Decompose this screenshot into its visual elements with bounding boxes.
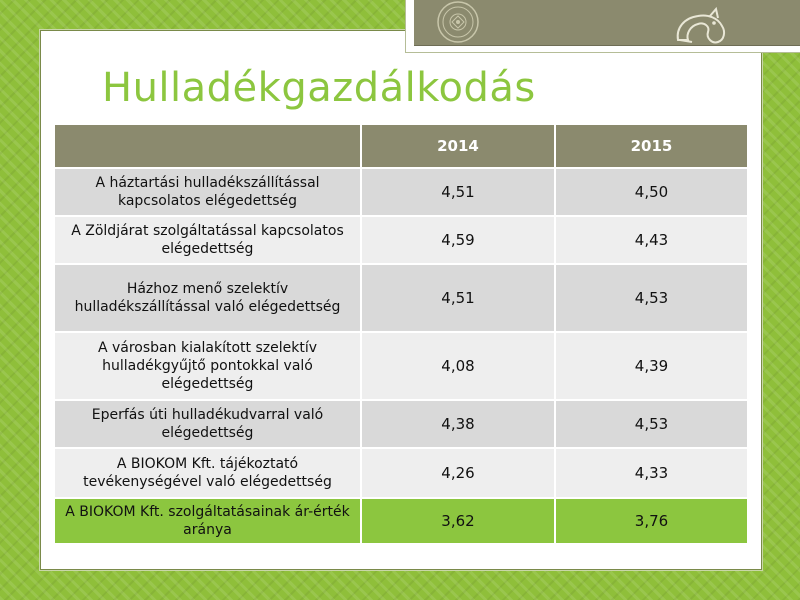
value-2014: 4,38 — [361, 400, 555, 448]
value-2015: 4,53 — [555, 400, 747, 448]
header-year-2015: 2015 — [555, 125, 747, 168]
banner-bar — [414, 0, 800, 46]
row-label: A BIOKOM Kft. tájékoztató tevékenységével való elégedettség — [55, 448, 361, 498]
row-label: Eperfás úti hulladékudvarral való elégedettség — [55, 400, 361, 448]
value-2015: 4,33 — [555, 448, 747, 498]
row-label: A Zöldjárat szolgáltatással kapcsolatos elégedettség — [55, 216, 361, 264]
table-row — [55, 168, 747, 216]
table-row — [55, 332, 747, 400]
table-row — [55, 448, 747, 498]
animal-logo-icon — [666, 6, 736, 46]
value-2015: 3,76 — [555, 498, 747, 544]
slide-title: Hulladékgazdálkodás — [102, 65, 536, 111]
header-banner — [405, 0, 800, 53]
row-label: Házhoz menő szelektív hulladékszállítással való elégedettség — [55, 264, 361, 332]
table-header-row — [55, 125, 747, 168]
table-row — [55, 216, 747, 264]
university-seal-icon — [436, 0, 480, 44]
header-year-2014: 2014 — [361, 125, 555, 168]
value-2014: 4,26 — [361, 448, 555, 498]
table-row-highlighted — [55, 498, 747, 544]
row-label: A háztartási hulladékszállítással kapcsolatos elégedettség — [55, 168, 361, 216]
value-2014: 3,62 — [361, 498, 555, 544]
row-label: A városban kialakított szelektív hulladékgyűjtő pontokkal való elégedettség — [55, 332, 361, 400]
value-2015: 4,50 — [555, 168, 747, 216]
value-2015: 4,53 — [555, 264, 747, 332]
header-label-cell — [55, 125, 361, 168]
value-2014: 4,08 — [361, 332, 555, 400]
table-row — [55, 400, 747, 448]
row-label: A BIOKOM Kft. szolgáltatásainak ár-érték aránya — [55, 498, 361, 544]
satisfaction-table — [55, 125, 747, 545]
value-2015: 4,39 — [555, 332, 747, 400]
value-2014: 4,51 — [361, 168, 555, 216]
value-2014: 4,51 — [361, 264, 555, 332]
value-2014: 4,59 — [361, 216, 555, 264]
value-2015: 4,43 — [555, 216, 747, 264]
table-row — [55, 264, 747, 332]
